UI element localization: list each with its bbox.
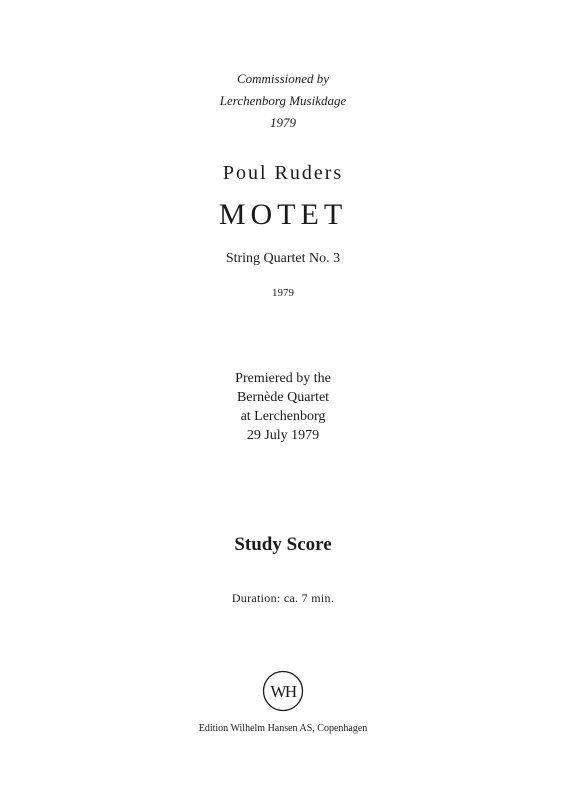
composer-name: Poul Ruders [222,162,344,184]
premiere-line-2: Bernède Quartet [236,390,330,405]
publisher-imprint: Edition Wilhelm Hansen AS, Copenhagen [198,723,368,734]
work-title: MOTET [218,198,348,231]
logo-text: WH [270,682,296,701]
commission-line-1: Commissioned by [236,71,330,86]
premiere-line-1: Premiered by the [235,371,331,386]
score-type: Study Score [234,534,332,555]
commission-line-2: Lerchenborg Musikdage [219,93,347,108]
commission-year: 1979 [270,115,296,130]
premiere-line-3: at Lerchenborg [240,409,326,424]
premiere-date: 29 July 1979 [246,428,320,443]
wh-publisher-logo-icon [262,670,304,712]
duration: Duration: ca. 7 min. [231,591,335,605]
work-subtitle: String Quartet No. 3 [225,251,341,266]
work-year: 1979 [272,287,294,299]
